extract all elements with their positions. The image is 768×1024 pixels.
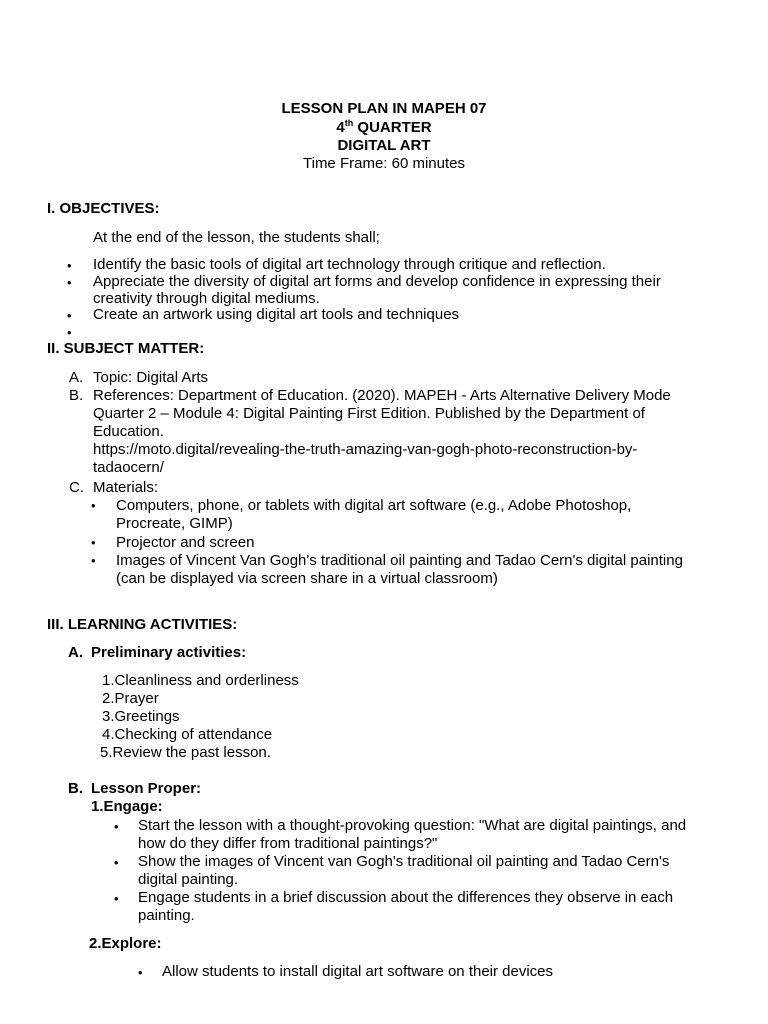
quarter-ordinal: th [344, 118, 354, 128]
objective-item: Create an artwork using digital art tools and techniques [93, 306, 460, 323]
bullet-icon: • [114, 891, 119, 906]
materials-label: Materials: [93, 479, 159, 496]
list-marker: A. [69, 369, 84, 386]
material-item: Computers, phone, or tablets with digital art software (e.g., Adobe Photoshop, [116, 497, 632, 514]
bullet-icon: • [67, 275, 72, 290]
time-frame: Time Frame: 60 minutes [303, 155, 465, 172]
learning-activities-heading: III. LEARNING ACTIVITIES: [47, 616, 238, 633]
quarter-heading [0, 119, 768, 137]
explore-heading: 2.Explore: [89, 935, 162, 952]
prelim-item: 1.Cleanliness and orderliness [102, 672, 299, 689]
list-marker: A. [68, 644, 83, 661]
reference-url-continued: tadaocern/ [93, 459, 164, 476]
prelim-item: 3.Greetings [102, 708, 180, 725]
references-line: Quarter 2 – Module 4: Digital Painting First Edition. Published by the Department of [93, 405, 645, 422]
engage-item: Start the lesson with a thought-provoking question: "What are digital paintings, and [138, 817, 687, 834]
preliminary-heading: Preliminary activities: [91, 644, 247, 661]
engage-item: Engage students in a brief discussion about the differences they observe in each [138, 889, 674, 906]
list-marker: B. [68, 780, 83, 797]
references-line: References: Department of Education. (2020). MAPEH - Arts Alternative Delivery Mode [93, 387, 671, 404]
engage-heading: 1.Engage: [91, 798, 163, 815]
bullet-icon: • [114, 855, 119, 870]
explore-item: Allow students to install digital art software on their devices [162, 963, 554, 980]
objective-item: Identify the basic tools of digital art technology through critique and reflection. [93, 256, 606, 273]
references-line: Education. [93, 423, 164, 440]
bullet-icon: • [138, 965, 143, 980]
subject-matter-heading: II. SUBJECT MATTER: [47, 340, 205, 357]
prelim-item: 4.Checking of attendance [102, 726, 273, 743]
lesson-proper-heading: Lesson Proper: [91, 780, 202, 797]
reference-url: https://moto.digital/revealing-the-truth-amazing-van-gogh-photo-reconstruction-by- [93, 441, 638, 458]
engage-item-continued: digital painting. [138, 871, 239, 888]
quarter-word: QUARTER [357, 119, 432, 136]
bullet-icon: • [67, 258, 72, 273]
engage-item: Show the images of Vincent van Gogh's traditional oil painting and Tadao Cern's [138, 853, 670, 870]
prelim-item: 5.Review the past lesson. [100, 744, 271, 761]
bullet-icon: • [67, 308, 72, 323]
bullet-icon: • [91, 535, 96, 550]
topic-text: Topic: Digital Arts [93, 369, 209, 386]
engage-item-continued: how do they differ from traditional paintings?" [138, 835, 438, 852]
bullet-icon: • [91, 553, 96, 568]
material-item-continued: (can be displayed via screen share in a virtual classroom) [116, 570, 498, 587]
material-item: Projector and screen [116, 534, 255, 551]
empty-bullet-icon: • [67, 325, 72, 340]
document-title: LESSON PLAN IN MAPEH 07 [281, 100, 487, 117]
objectives-heading: I. OBJECTIVES: [47, 200, 160, 217]
list-marker: C. [69, 479, 84, 496]
subject-heading: DIGITAL ART [337, 137, 431, 154]
objectives-intro: At the end of the lesson, the students shall; [93, 229, 380, 246]
material-item: Images of Vincent Van Gogh's traditional oil painting and Tadao Cern's digital painting [116, 552, 683, 569]
quarter-number: 4 [336, 119, 345, 136]
prelim-item: 2.Prayer [102, 690, 159, 707]
objective-item-continued: creativity through digital mediums. [93, 290, 320, 307]
bullet-icon: • [91, 498, 96, 513]
objective-item: Appreciate the diversity of digital art forms and develop confidence in expressing their [93, 273, 661, 290]
material-item-continued: Procreate, GIMP) [116, 515, 233, 532]
list-marker: B. [69, 387, 84, 404]
bullet-icon: • [114, 819, 119, 834]
engage-item-continued: painting. [138, 907, 195, 924]
